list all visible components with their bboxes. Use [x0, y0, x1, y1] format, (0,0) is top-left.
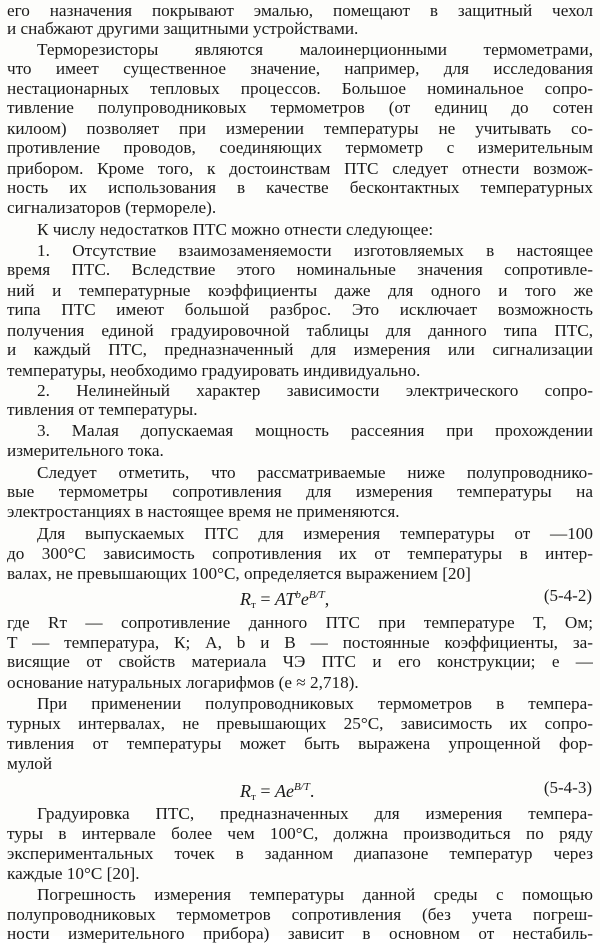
formula: $R_т = AT^be^{B/T}$,: [240, 589, 330, 611]
text-line: температуры, необходимо градуировать индивидуально.: [7, 361, 421, 380]
text-line: типа ПТС имеют большой разброс. Это исключает возможность: [7, 300, 593, 319]
text-line: 2. Нелинейный характер зависимости электрического сопро-: [37, 381, 593, 400]
text-line: мулой: [7, 754, 53, 773]
text-line: Градуировка ПТС, предназначенных для измерения темпера-: [37, 804, 593, 823]
text-line: тивления от температуры может быть выражена упрощенной фор-: [7, 734, 593, 753]
text-line: и каждый ПТС, предназначенный для измерения или сигнализации: [7, 340, 593, 359]
text-line: нестационарных тепловых процессов. Большое номинальное сопро-: [7, 79, 593, 98]
text-line: Следует отметить, что рассматриваемые ниже полупроводнико-: [37, 463, 593, 482]
text-line: где Rт — сопротивление данного ПТС при температуре T, Ом;: [7, 613, 593, 632]
text-line: висящие от свойств материала ЧЭ ПТС и его конструкции; e —: [7, 652, 593, 671]
text-line: получения единой градуировочной таблицы для данного типа ПТС,: [7, 321, 593, 340]
text-line: К числу недостатков ПТС можно отнести следующее:: [37, 220, 434, 239]
text-line: валах, не превышающих 100°С, определяется выражением [20]: [7, 564, 471, 583]
text-line: электростанциях в настоящее время не применяются.: [7, 502, 400, 521]
text-line: 3. Малая допускаемая мощность рассеяния при прохождении: [37, 421, 593, 440]
text-line: T — температура, К; A, b и B — постоянные коэффициенты, за-: [7, 633, 593, 652]
text-line: полупроводниковых термометров сопротивления (без учета погреш-: [7, 905, 593, 924]
text-line: экспериментальных точек в заданном диапазоне температур через: [7, 844, 593, 863]
text-line: что имеет существенное значение, например, для исследования: [7, 59, 593, 78]
text-line: турных интервалах, не превышающих 25°С, зависимость их сопро-: [7, 714, 593, 733]
text-line: каждые 10°С [20].: [7, 864, 140, 883]
text-line: измерительного тока.: [7, 441, 164, 460]
text-line: килоом) позволяет при измерении температуры не учитывать со-: [7, 119, 593, 138]
text-line: ний и температурные коэффициенты даже для одного и того же: [7, 281, 593, 300]
text-line: тивления от температуры.: [7, 400, 198, 419]
equation-5-4-3: [0, 777, 600, 803]
text-line: ности измерительного прибора) зависит в основном от нестабиль-: [7, 924, 593, 943]
text-line: тивление полупроводниковых термометров (от единиц до сотен: [7, 98, 593, 117]
text-line: основание натуральных логарифмов (e ≈ 2,718).: [7, 673, 359, 692]
text-line: до 300°С зависимость сопротивления их от температуры в интер-: [7, 544, 593, 563]
text-line: 1. Отсутствие взаимозаменяемости изготовляемых в настоящее: [37, 241, 593, 260]
text-line: время ПТС. Вследствие этого номинальные значения сопротивле-: [7, 260, 593, 279]
text-line: Погрешность измерения температуры данной среды с помощью: [37, 885, 593, 904]
text-line: туры в интервале более чем 100°С, должна производиться по ряду: [7, 824, 593, 843]
text-line: Для выпускаемых ПТС для измерения температуры от —100: [37, 524, 593, 543]
text-line: ность их использования в качестве бесконтактных температурных: [7, 178, 593, 197]
text-line: противление проводов, соединяющих термометр с измерительным: [7, 138, 593, 157]
formula: $R_т = Ae^{B/T}$.: [240, 781, 315, 803]
text-line: сигнализаторов (термореле).: [7, 198, 217, 217]
text-line: и снабжают другими защитными устройствами.: [7, 19, 359, 38]
equation-5-4-2: [0, 585, 600, 611]
text-line: При применении полупроводниковых термометров в темпера-: [37, 694, 593, 713]
text-line: прибором. Кроме того, к достоинствам ПТС следует отнести возмож-: [7, 159, 593, 178]
text-line: Терморезисторы являются малоинерционными термометрами,: [37, 40, 593, 59]
equation-number: (5-4-3): [543, 778, 592, 797]
text-line: его назначения покрывают эмалью, помещают в защитный чехол: [7, 1, 593, 20]
text-line: вые термометры сопротивления для измерения температуры на: [7, 482, 593, 501]
equation-number: (5-4-2): [543, 586, 592, 605]
